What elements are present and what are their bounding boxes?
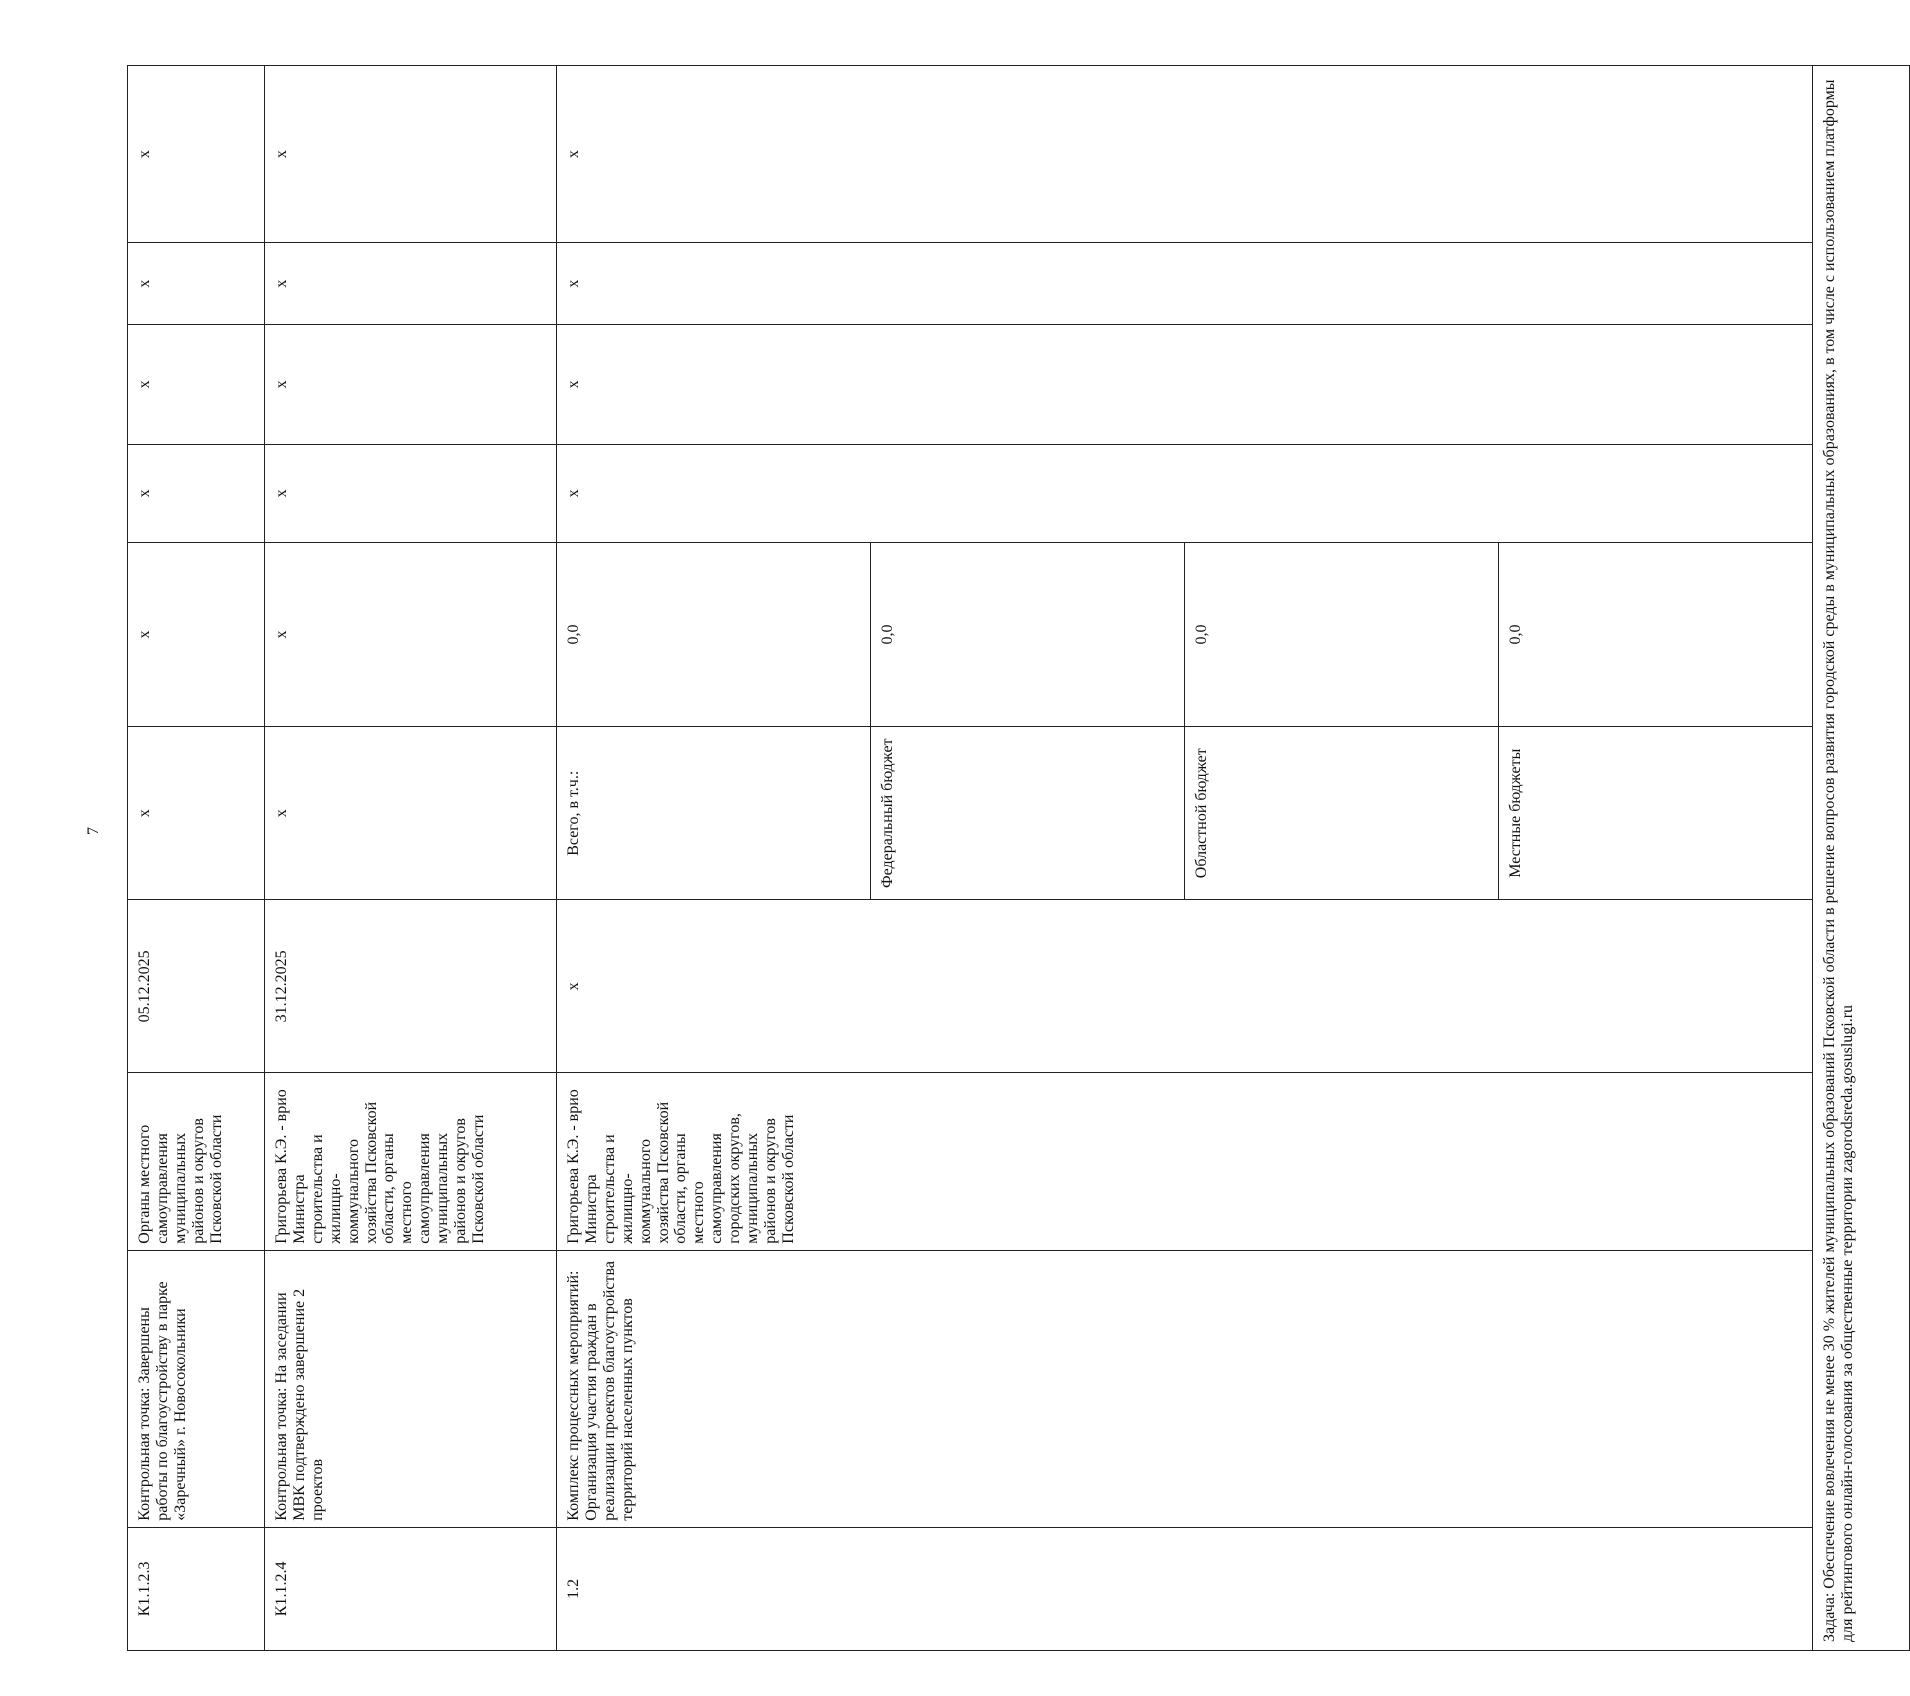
row-col10: х [557, 66, 1813, 243]
funding-source: Областной бюджет [1185, 727, 1499, 900]
row-funding-source: х [265, 727, 557, 900]
task-text: Задача: Обеспечение вовлечения не менее 30 % жителей муниципальных образований Псковской области в решение вопросов развития городской среды в муниципальных образованиях, в том числе с использованием платформы для рейтингового онлайн-голосования за общественные территории zagorodsreda.gosuslugi.ru [1813, 66, 1910, 1651]
table-row [265, 66, 557, 1651]
funding-row [871, 543, 1185, 900]
row-number: 1.2 [557, 1527, 1813, 1650]
row-responsible: Григорьева К.Э. - врио Министра строительства и жилищно-коммунального хозяйства Псковской области, органы местного самоуправления муниципальных районов и округов Псковской области [265, 1073, 557, 1250]
row-col8: х [265, 324, 557, 444]
row-name: Контрольная точка: На заседании МВК подтверждено завершение 2 проектов [265, 1250, 557, 1527]
row-col8: х [557, 324, 1813, 444]
funding-source: Всего, в т.ч.: [557, 727, 871, 900]
task-row [1813, 66, 1910, 1651]
funding-amount: 0,0 [1185, 543, 1499, 727]
row-col9: х [557, 243, 1813, 324]
funding-amount: 0,0 [557, 543, 871, 727]
row-date: х [557, 900, 1813, 1073]
funding-row [1185, 543, 1499, 900]
row-col10: х [128, 66, 265, 243]
row-col9: х [265, 243, 557, 324]
row-col7: х [265, 445, 557, 543]
funding-row [1499, 543, 1813, 900]
funding-subtable [557, 543, 1812, 900]
row-funding-source: х [128, 727, 265, 900]
row-responsible: Органы местного самоуправления муниципальных районов и округов Псковской области [128, 1073, 265, 1250]
table-row [128, 66, 265, 1651]
table-row [557, 66, 1813, 1651]
row-number: К1.1.2.4 [265, 1527, 557, 1650]
row-funding-amount: х [265, 542, 557, 726]
funding-source: Местные бюджеты [1499, 727, 1813, 900]
row-col7: х [557, 445, 1813, 543]
row-responsible: Григорьева К.Э. - врио Министра строительства и жилищно-коммунального хозяйства Псковской области, органы местного самоуправления городских округов, муниципальных районов и округов Псковской области [557, 1073, 1813, 1250]
row-col7: х [128, 445, 265, 543]
funding-row [557, 543, 871, 900]
row-funding-amount: х [128, 542, 265, 726]
row-col9: х [128, 243, 265, 324]
funding-amount: 0,0 [871, 543, 1185, 727]
row-name: Контрольная точка: Завершены работы по благоустройству в парке «Заречный» г. Новосокольники [128, 1250, 265, 1527]
funding-breakdown [557, 542, 1813, 900]
page-number: 7 [85, 827, 102, 835]
funding-amount: 0,0 [1507, 624, 1524, 645]
row-col8: х [128, 324, 265, 444]
plan-table-rotated [127, 65, 1856, 1651]
row-col10: х [265, 66, 557, 243]
row-date: 31.12.2025 [265, 900, 557, 1073]
row-number: К1.1.2.3 [128, 1527, 265, 1650]
plan-table [127, 65, 1910, 1651]
funding-source: Федеральный бюджет [871, 727, 1185, 900]
row-name: Комплекс процессных мероприятий: Организация участия граждан в реализации проектов благоустройства территорий населенных пунктов [557, 1250, 1813, 1527]
row-date: 05.12.2025 [128, 900, 265, 1073]
